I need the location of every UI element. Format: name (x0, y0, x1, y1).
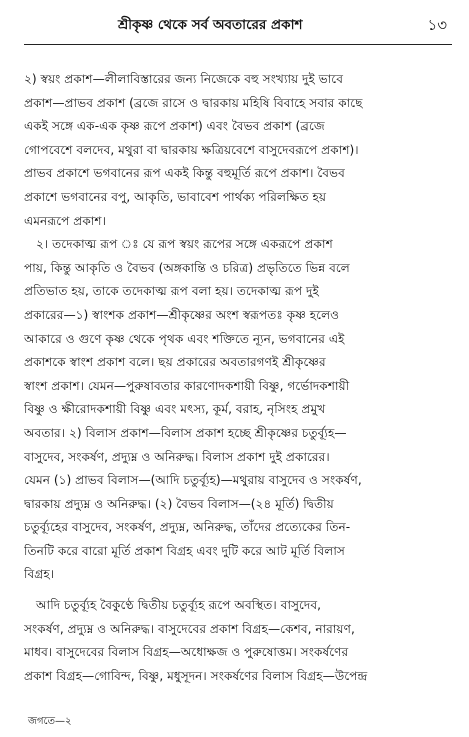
text-line: প্রকাশে ভগবানের বপু, আকৃতি, ভাবাবেশ পার্থক্য পরিলক্ষিত হয় (24, 189, 327, 204)
text-line: প্রাভব প্রকাশে ভগবানের রূপ একই কিন্তু বহুমূর্তি রূপে প্রকাশ। বৈভব (24, 166, 345, 181)
text-line: আকারে ও গুণে কৃষ্ণ থেকে পৃথক এবং শক্তিতে ন্যূন, ভগবানের এই (24, 331, 345, 346)
text-line: একই সঙ্গে এক-এক কৃষ্ণ রূপে প্রকাশ) এবং বৈভব প্রকাশ (ব্রজে (24, 119, 325, 134)
text-line: ২) স্বয়ং প্রকাশ—লীলাবিস্তারের জন্য নিজেকে বহু সংখ্যায় দুই ভাবে (24, 72, 343, 86)
text-line: অবতার। ২) বিলাস প্রকাশ—বিলাস প্রকাশ হচ্ছে শ্রীকৃষ্ণের চতুর্ব্যূহ— (24, 425, 347, 440)
text-line: যেমন (১) প্রাভব বিলাস—(আদি চতুর্ব্যূহ)—মথুরায় বাসুদেব ও সংকর্ষণ, (24, 473, 362, 488)
text-line: সংকর্ষণ, প্রদ্যুম্ন ও অনিরুদ্ধ। বাসুদেবের প্রকাশ বিগ্রহ—কেশব, নারায়ণ, (24, 621, 355, 636)
footer-signature: জগতে—২ (28, 716, 72, 727)
text-line: এমনরূপে প্রকাশ। (24, 213, 106, 228)
text-line: প্রকারের—১) স্বাংশক প্রকাশ—শ্রীকৃষ্ণের অংশ স্বরূপতঃ কৃষ্ণ হলেও (24, 307, 340, 322)
page-number: ১৩ (427, 16, 447, 34)
text-line: প্রতিভাত হয়, তাকে তদেকাত্ম রূপ বলা হয়। তদেকাত্ম রূপ দুই (24, 284, 319, 299)
running-title: শ্রীকৃষ্ণ থেকে সর্ব অবতারের প্রকাশ (118, 17, 303, 33)
text-line: গোপবেশে বলদেব, মথুরা বা দ্বারকায় ক্ষত্রিয়বেশে বাসুদেবরূপে প্রকাশ)। (24, 142, 359, 157)
header-rule (24, 44, 452, 45)
text-line: বিগ্রহ। (24, 567, 55, 582)
body-text (24, 68, 456, 688)
text-line: মাধব। বাসুদেবের বিলাস বিগ্রহ—অধোক্ষজ ও পুরুষোত্তম। সংকর্ষণের (24, 645, 349, 660)
running-header (0, 14, 469, 36)
text-line: স্বাংশ প্রকাশ। যেমন—পুরুষাবতার কারণোদকশায়ী বিষ্ণু, গর্ভোদকশায়ী (24, 378, 350, 393)
text-line: তিনটি করে বারো মূর্তি প্রকাশ বিগ্রহ এবং দুটি করে আট মূর্তি বিলাস (24, 543, 345, 558)
text-line: আদি চতুর্ব্যূহ বৈকুণ্ঠে দ্বিতীয় চতুর্ব্যূহ রূপে অবস্থিত। বাসুদেব, (36, 598, 321, 613)
text-line: পায়, কিন্তু আকৃতি ও বৈভব (অঙ্গকান্তি ও চরিত্র) প্রভৃতিতে ভিন্ন বলে (24, 260, 350, 275)
text-line: প্রকাশ বিগ্রহ—গোবিন্দ, বিষ্ণু, মধুসূদন। সংকর্ষণের বিলাস বিগ্রহ—উপেন্দ্র (24, 668, 368, 683)
text-line: প্রকাশ—প্রাভব প্রকাশ (ব্রজে রাসে ও দ্বারকায় মহিষি বিবাহে সবার কাছে (24, 95, 363, 110)
text-line: প্রকাশকে স্বাংশ প্রকাশ বলে। ছয় প্রকারের অবতারগণই শ্রীকৃষ্ণের (24, 355, 326, 370)
text-line: দ্বারকায় প্রদ্যুম্ন ও অনিরুদ্ধ। (২) বৈভব বিলাস—(২৪ মূর্তি) দ্বিতীয় (24, 496, 334, 511)
text-line: বিষ্ণু ও ক্ষীরোদকশায়ী বিষ্ণু এবং মৎস্য, কূর্ম, বরাহ, নৃসিংহ প্রমুখ (24, 402, 326, 417)
text-line: বাসুদেব, সংকর্ষণ, প্রদ্যুম্ন ও অনিরুদ্ধ। বিলাস প্রকাশ দুই প্রকারের। (24, 449, 330, 464)
text-line: চতুর্ব্যূহের বাসুদেব, সংকর্ষণ, প্রদ্যুম্ন, অনিরুদ্ধ, তাঁদের প্রত্যেকের তিন- (24, 520, 351, 535)
text-line: ২। তদেকাত্ম রূপ ঃ যে রূপ স্বয়ং রূপের সঙ্গে একরূপে প্রকাশ (36, 237, 333, 252)
